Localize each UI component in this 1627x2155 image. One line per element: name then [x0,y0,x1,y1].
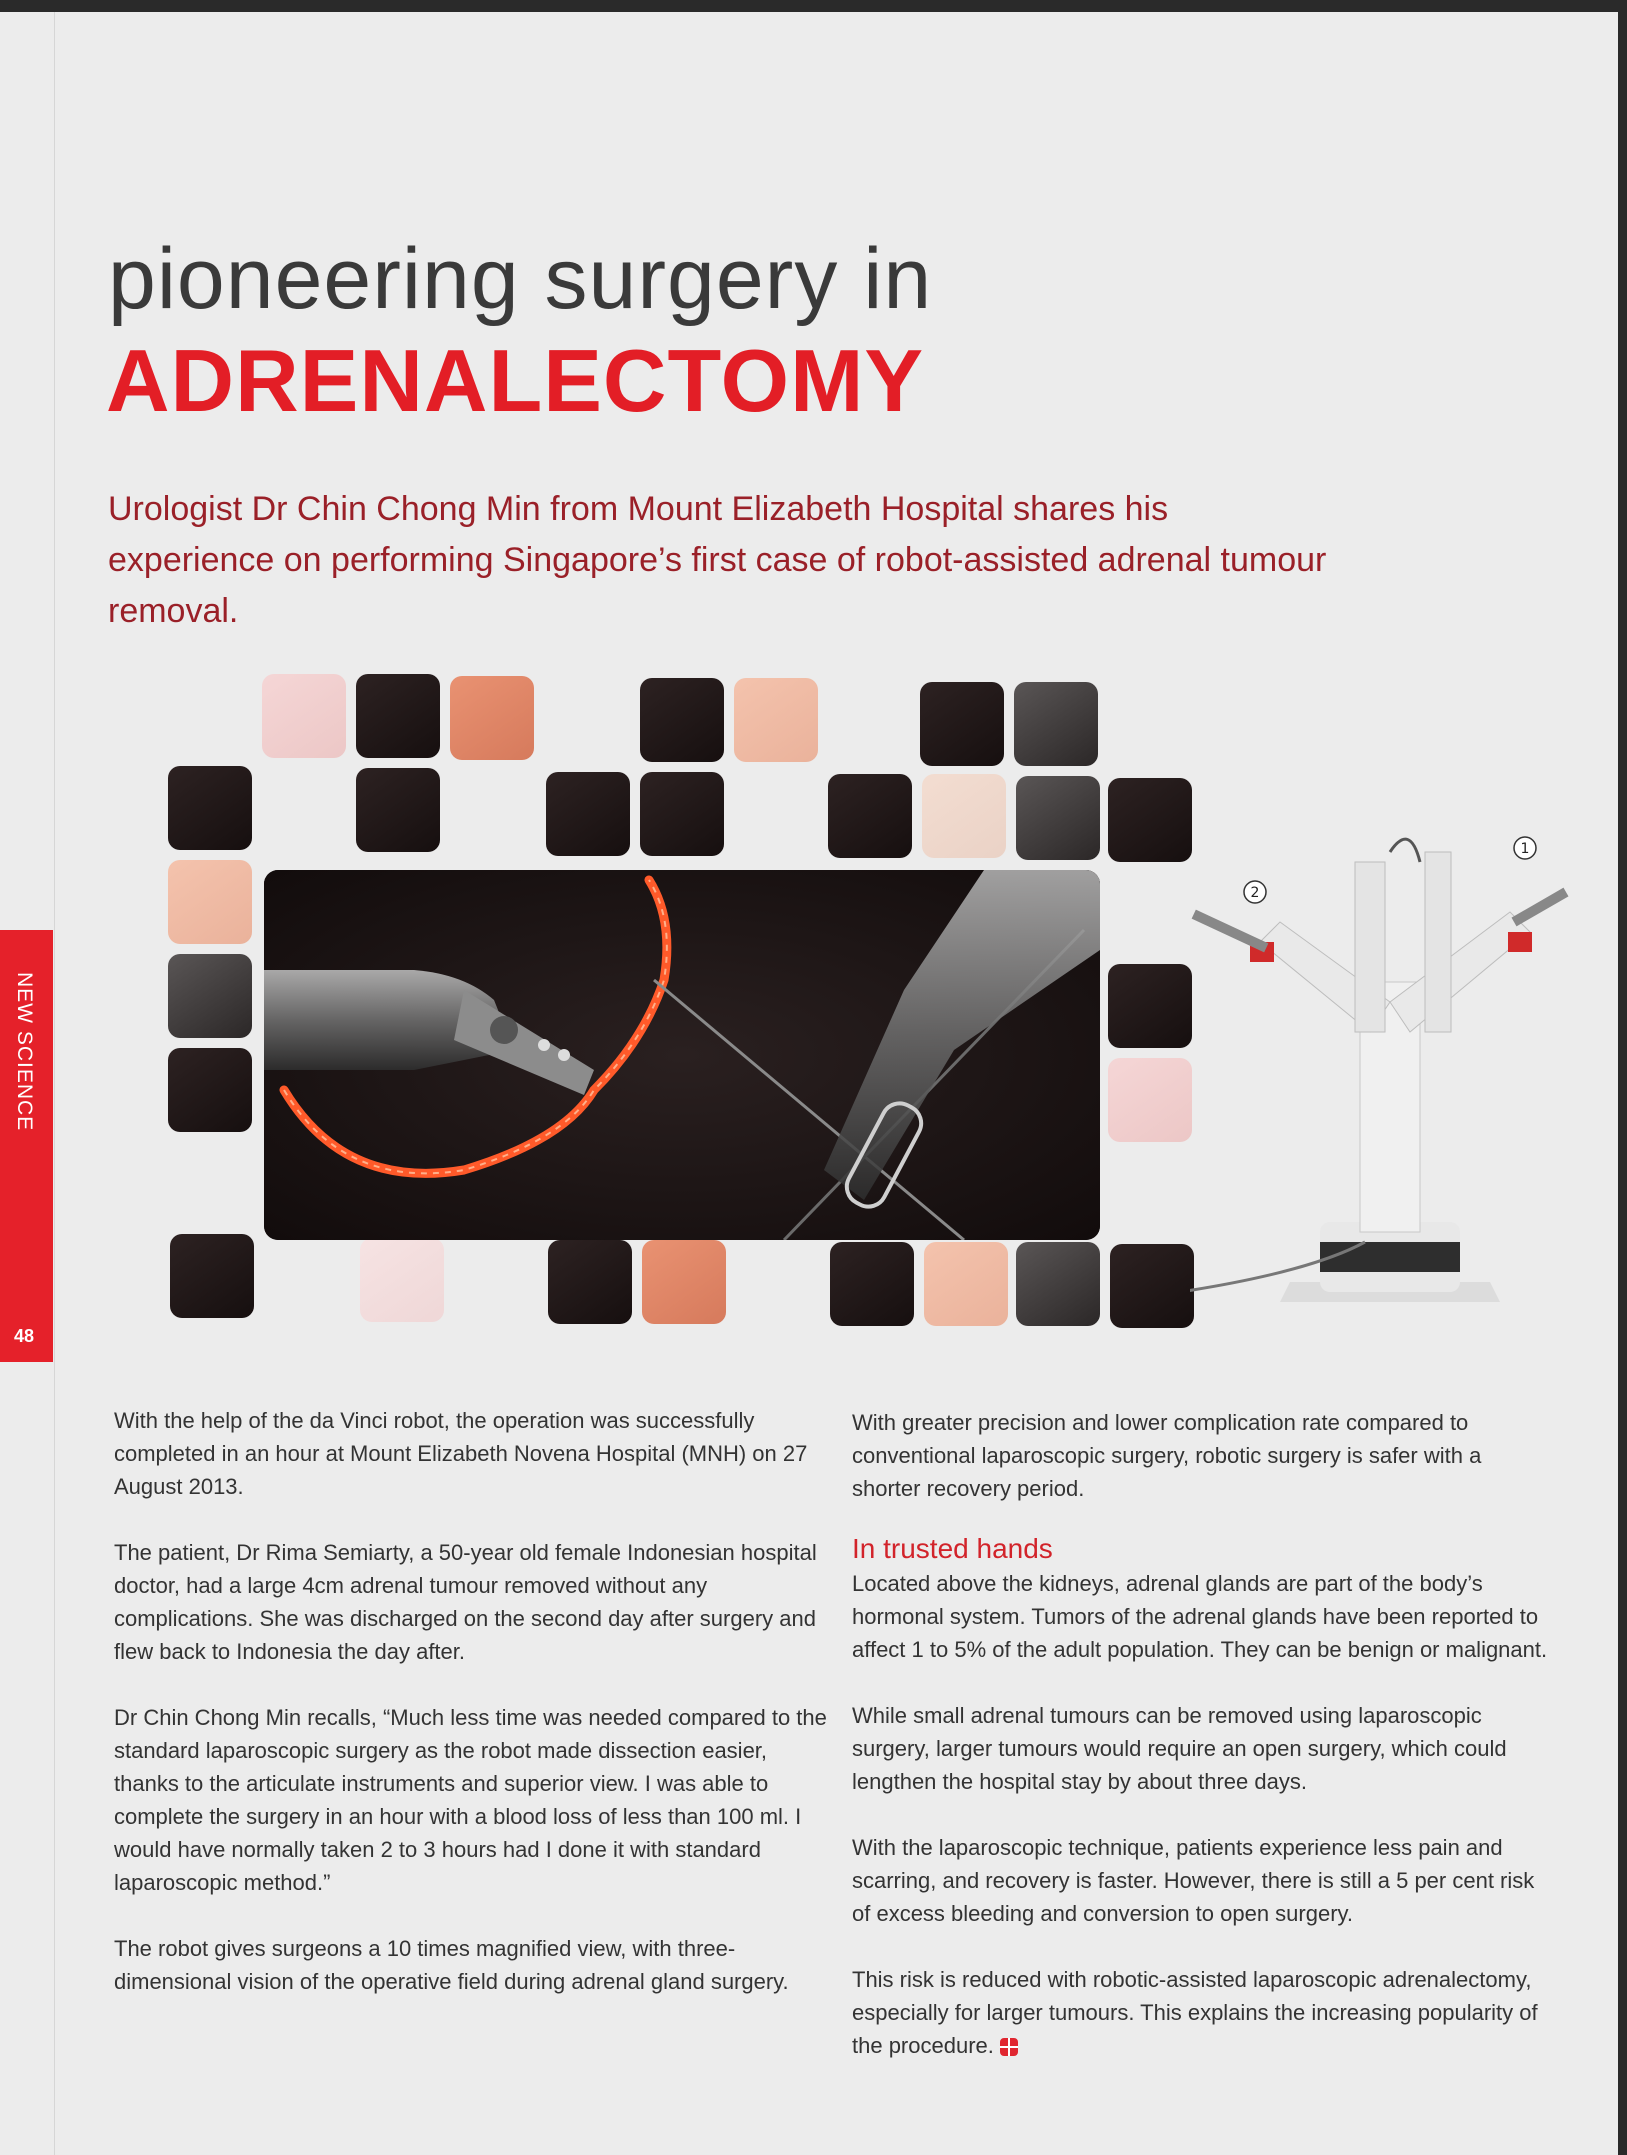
mosaic-tile [356,674,440,758]
body-paragraph: The robot gives surgeons a 10 times magnified view, with three-dimensional vision of the operative field during adrenal gland surgery. [114,1936,789,1994]
mosaic-tile [734,678,818,762]
mosaic-tile [640,678,724,762]
final-paragraph [852,1963,1552,2062]
mosaic-tile [1016,1242,1100,1326]
arm-label-1: 1 [1520,841,1530,857]
end-mark-icon [1000,2038,1018,2056]
mosaic-tile [1016,776,1100,860]
mosaic-tile [922,774,1006,858]
body-paragraph: With greater precision and lower complication rate compared to conventional laparoscopic surgery, robotic surgery is safer with a shorter recovery period. [852,1410,1482,1501]
mosaic-tile [1110,1244,1194,1328]
subheading: In trusted hands [852,1533,1053,1564]
final-paragraph-text: This risk is reduced with robotic-assisted laparoscopic adrenalectomy, especially for larger tumours. This explains the increasing popularity of the procedure. [852,1967,1538,2058]
mosaic-tile [1108,778,1192,862]
mosaic-tile [548,1240,632,1324]
mosaic-tile [828,774,912,858]
mosaic-tile [168,954,252,1038]
right-column [852,1406,1552,2095]
mosaic-tile [1014,682,1098,766]
body-paragraph: With the help of the da Vinci robot, the operation was successfully completed in an hour at Mount Elizabeth Novena Hospital (MNH) on 27 August 2013. [114,1408,808,1499]
gutter-line [54,12,55,2155]
section-label: NEW SCIENCE [13,972,36,1132]
mosaic-tile [546,772,630,856]
left-column [114,1404,834,2031]
page-number: 48 [14,1326,35,1346]
arm-label-2: 2 [1250,885,1260,901]
body-paragraph: Located above the kidneys, adrenal glands are part of the body’s hormonal system. Tumors of the adrenal glands have been reported to affect 1 to 5% of the adult population. They can be benign or malignant. [852,1571,1548,1662]
mosaic-tile [1108,964,1192,1048]
mosaic-tile [168,1048,252,1132]
mosaic-tile [640,772,724,856]
body-paragraph: Dr Chin Chong Min recalls, “Much less time was needed compared to the standard laparoscopic surgery as the robot made dissection easier, thanks to the articulate instruments and superior view. I was able to complete the surgery in an hour with a blood loss of less than 100 ml. I would have normally taken 2 to 3 hours had I done it with standard laparoscopic method.” [114,1705,827,1895]
surgical-instruments-photo [264,870,1100,1240]
intro-standfirst: Urologist Dr Chin Chong Min from Mount Elizabeth Hospital shares his experience on performing Singapore’s first case of robot-assisted adrenal tumour removal. [108,490,1327,630]
mosaic-tile [1108,1058,1192,1142]
mosaic-tile [360,1238,444,1322]
surgical-instruments-illustration [264,870,1100,1240]
mosaic-tile [356,768,440,852]
da-vinci-robot-illustration [1190,802,1570,1322]
title-line-1: pioneering surgery in [108,231,933,327]
mosaic-tile [924,1242,1008,1326]
body-paragraph: With the laparoscopic technique, patients experience less pain and scarring, and recovery is faster. However, there is still a 5 per cent risk of excess bleeding and conversion to open surgery. [852,1835,1535,1926]
da-vinci-robot-image [1190,802,1570,1322]
mosaic-tile [262,674,346,758]
mosaic-tile [170,1234,254,1318]
mosaic-tile [920,682,1004,766]
mosaic-tile [830,1242,914,1326]
title-line-2: ADRENALECTOMY [106,331,925,430]
mosaic-tile [168,860,252,944]
body-paragraph: While small adrenal tumours can be removed using laparoscopic surgery, larger tumours would require an open surgery, which could lengthen the hospital stay by about three days. [852,1703,1507,1794]
mosaic-tile [450,676,534,760]
body-paragraph: The patient, Dr Rima Semiarty, a 50-year old female Indonesian hospital doctor, had a large 4cm adrenal tumour removed without any complications. She was discharged on the second day after surgery and flew back to Indonesia the day after. [114,1540,817,1664]
mosaic-tile [168,766,252,850]
magazine-page [0,12,1618,2155]
mosaic-tile [642,1240,726,1324]
